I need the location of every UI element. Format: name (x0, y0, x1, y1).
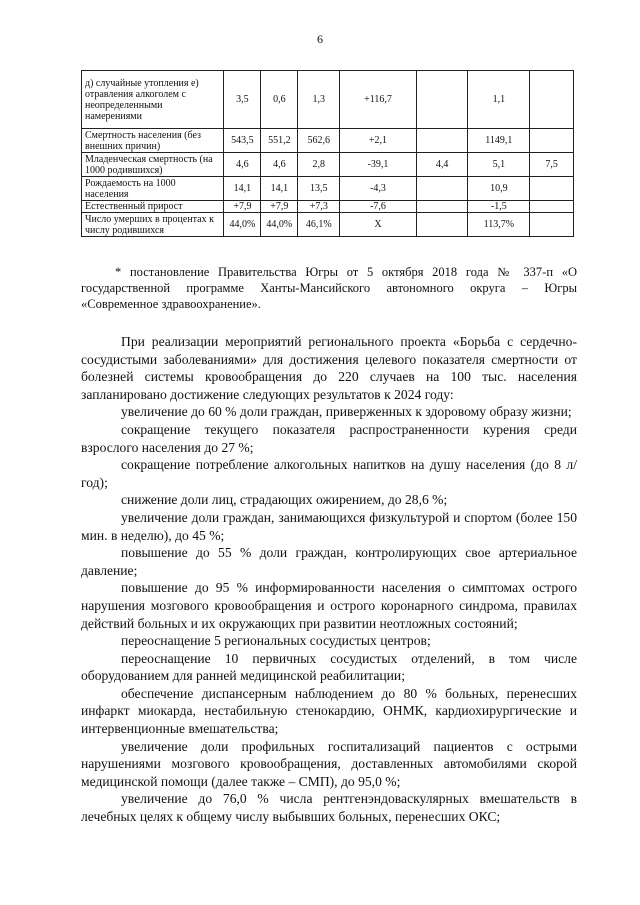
body-text (81, 333, 577, 826)
paragraph: увеличение доли граждан, занимающихся физкультурой и спортом (более 150 мин. в неделю), до 45 %; (81, 509, 577, 543)
table-cell (416, 213, 468, 237)
table-row (82, 201, 574, 213)
table-cell: 4,6 (224, 153, 261, 177)
table-cell: +7,3 (298, 201, 340, 213)
table-cell: 44,0% (224, 213, 261, 237)
table-cell: 14,1 (261, 177, 298, 201)
table-row-label: Рождаемость на 1000 населения (82, 177, 224, 201)
table-cell: -4,3 (340, 177, 417, 201)
paragraph: сокращение потребление алкогольных напитков на душу населения (до 8 л/год); (81, 457, 577, 490)
footnote (81, 264, 577, 312)
table-cell (530, 71, 574, 129)
table-cell: 3,5 (224, 71, 261, 129)
table-cell: 2,8 (298, 153, 340, 177)
table-row (82, 153, 574, 177)
paragraph: переоснащение 5 региональных сосудистых центров; (121, 633, 431, 649)
table-cell: 10,9 (468, 177, 530, 201)
table-cell: +7,9 (224, 201, 261, 213)
paragraph: повышение до 95 % информированности населения о симптомах острого нарушения мозгового кровообращения и острого коронарного синдрома, правилах действий больных и их окружающих при развитии неотложных состояний; (81, 580, 577, 631)
paragraph: переоснащение 10 первичных сосудистых отделений, в том числе оборудованием для ранней медицинской реабилитации; (81, 650, 577, 684)
table-cell: -7,6 (340, 201, 417, 213)
table-cell: X (340, 213, 417, 237)
table-cell: 551,2 (261, 129, 298, 153)
table-cell: 14,1 (224, 177, 261, 201)
table-cell: 4,6 (261, 153, 298, 177)
table-cell: 1,3 (298, 71, 340, 129)
table-cell (530, 177, 574, 201)
table-cell: 1,1 (468, 71, 530, 129)
paragraph: При реализации мероприятий регионального проекта «Борьба с сердечно-сосудистыми заболеваниями» для достижения целевого показателя смертности от болезней системы кровообращения до 220 случаев на 100 тыс. населения запланировано достижение следующих результатов к 2024 году: (81, 334, 577, 402)
table-row (82, 177, 574, 201)
table-cell: 4,4 (416, 153, 468, 177)
table-cell: 5,1 (468, 153, 530, 177)
table-cell: 0,6 (261, 71, 298, 129)
table-row (82, 213, 574, 237)
table-cell: 46,1% (298, 213, 340, 237)
table-cell: 7,5 (530, 153, 574, 177)
table-cell: +7,9 (261, 201, 298, 213)
table-row-label: Смертность населения (без внешних причин) (82, 129, 224, 153)
table-cell (416, 129, 468, 153)
table-cell (416, 201, 468, 213)
table-row-label: Младенческая смертность (на 1000 родившихся) (82, 153, 224, 177)
table-cell: 113,7% (468, 213, 530, 237)
footnote-text: * постановление Правительства Югры от 5 октября 2018 года № 337-п «О государственной программе Ханты-Мансийского автономного округа – Югры «Современное здравоохранение». (81, 265, 577, 311)
page-number: 6 (317, 32, 323, 46)
table-cell: +2,1 (340, 129, 417, 153)
paragraph: увеличение до 60 % доли граждан, приверженных к здоровому образу жизни; (121, 404, 572, 420)
paragraph: снижение доли лиц, страдающих ожирением, до 28,6 %; (121, 492, 448, 508)
table-row-label: Число умерших в процентах к числу родившихся (82, 213, 224, 237)
table-cell: 562,6 (298, 129, 340, 153)
table-cell: -39,1 (340, 153, 417, 177)
table-cell: 543,5 (224, 129, 261, 153)
paragraph: обеспечение диспансерным наблюдением до 80 % больных, перенесших инфаркт миокарда, нестабильную стенокардию, ОНМК, кардиохирургические и интервенционные вмешательства; (81, 685, 577, 737)
paragraph: увеличение доли профильных госпитализаций пациентов с острыми нарушениями мозгового кровообращения, доставленных автомобилями скорой медицинской помощи (далее также – СМП), до 95,0 %; (81, 738, 577, 789)
table-cell: +116,7 (340, 71, 417, 129)
table-cell: -1,5 (468, 201, 530, 213)
paragraph: сокращение текущего показателя распространенности курения среди взрослого населения до 27 %; (81, 421, 577, 455)
table-cell: 1149,1 (468, 129, 530, 153)
table-row (82, 71, 574, 129)
statistics-table (81, 70, 574, 237)
table-cell (416, 177, 468, 201)
table-cell (530, 129, 574, 153)
table-row-label: д) случайные утопления е) отравления алкоголем с неопределенными намерениями (82, 71, 224, 129)
paragraph: повышение до 55 % доли граждан, контролирующих свое артериальное давление; (81, 545, 577, 578)
table-row-label: Естественный прирост (82, 201, 224, 213)
table-cell (530, 201, 574, 213)
table-cell (530, 213, 574, 237)
table-row (82, 129, 574, 153)
table-cell: 44,0% (261, 213, 298, 237)
table-cell: 13,5 (298, 177, 340, 201)
paragraph: увеличение до 76,0 % числа рентгенэндоваскулярных вмешательств в лечебных целях к общему числу выбывших больных, перенесших ОКС; (81, 791, 577, 825)
table-cell (416, 71, 468, 129)
